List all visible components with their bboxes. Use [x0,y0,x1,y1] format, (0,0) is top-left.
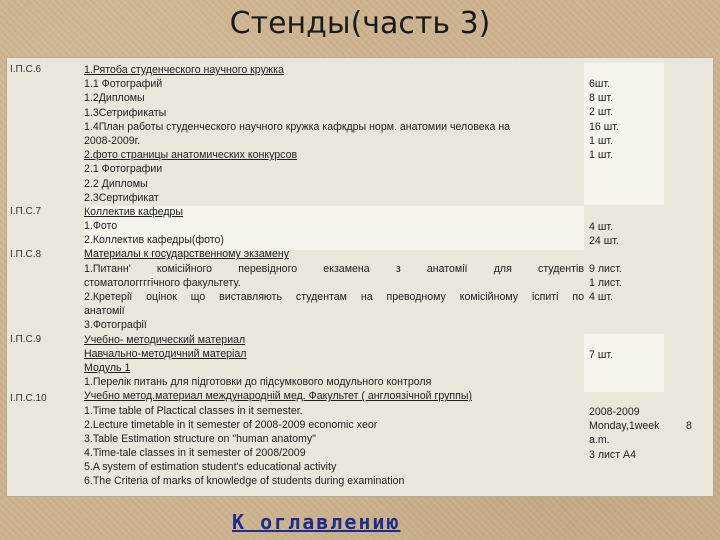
content-line: 1.Питанн' комісійного перевідного екзамена з анатомії для студентів [84,262,584,275]
content-line: 6.The Criteria of marks of knowledge of students during examination [84,475,405,488]
quantity: 1 шт. [589,148,613,161]
section-heading: 1.Рятоба студенческого научного кружка [84,64,284,76]
section-heading: Навчально-методичний матеріал [84,347,247,360]
stand-code: І.П.С.6 [10,64,42,75]
quantity: 16 шт. [589,120,619,133]
section-heading: Коллектив кафедры [84,205,184,218]
content-line: стоматологгггічного факультету. [84,276,241,289]
section-heading: Учебно- методический материал [84,333,246,346]
quantity: 3 лист А4 [589,448,636,461]
quantity: 6шт. [589,78,611,90]
content-line: 1.Фото [84,220,118,233]
content-line: 4.Time-tale classes in it semester of 2008/2009 [84,447,306,460]
content-line: 2.1 Фотографии [84,163,163,176]
quantity: 24 шт. [589,235,619,248]
quantity: 1 шт. [589,134,613,147]
quantity-group-2 [589,220,669,248]
content-line: 2.2 Дипломы [84,177,148,190]
back-to-contents-link[interactable]: К оглавлению [232,510,401,534]
content-line: 3.Фотографії [84,319,147,332]
quantity: 2008-2009 [589,406,640,418]
quantity-group-3 [589,262,669,305]
content-line: 2.Кретерії оцінок що виставляють студентам на преводному комісійному іспиті по [84,291,584,303]
stand-code: І.П.С.7 [10,206,42,217]
stand-code: І.П.С.10 [10,393,47,404]
stand-contents [84,63,584,489]
content-line: 1.2Дипломы [84,92,145,105]
quantity: 1 лист. [589,277,622,290]
extra-number: 8 [686,420,692,432]
quantity: 7 шт. [589,349,613,361]
content-line: 2.Коллектив кафедры(фото) [84,234,224,247]
content-line: 2.3Сертификат [84,191,159,204]
quantity-group-1 [589,77,669,162]
quantity: 9 лист. [589,263,622,275]
row-shade-3 [584,334,664,392]
section-heading: 2.фото страницы анатомических конкурсов [84,149,298,162]
content-line: анатомії [84,305,125,318]
content-line: 1.Time table of Plactical classes in it semester. [84,404,303,417]
content-line: 1.Перелік питань для підготовки до підсумкового модульного контроля [84,376,432,389]
content-line: 2.Lecture timetable in it semester of 2008-2009 economic xeor [84,418,378,431]
stand-code: І.П.С.9 [10,334,42,345]
quantity: 4 шт. [589,291,613,304]
quantity: 4 шт. [589,221,613,233]
content-line: 1.3Сетрификаты [84,106,167,119]
section-heading: Модуль 1 [84,361,131,374]
quantity-group-4 [589,348,669,362]
content-line: 1.1 Фотографий [84,78,163,91]
page-title: Стенды(часть 3) [229,6,491,41]
quantity: 2 шт. [589,106,613,119]
content-line: 3.Table Estimation structure on "human anatomy" [84,432,316,445]
quantity: 8 шт. [589,92,613,105]
quantity: Monday,1week [589,420,660,433]
content-line: 1.4План работы студенческого научного кружка кафкдры норм. анатомии человека на [84,120,511,133]
section-heading: Материалы к государственному экзамену [84,248,289,261]
quantity: a.m. [589,434,610,447]
content-line: 5.A system of estimation student's educational activity [84,461,337,474]
stand-code: І.П.С.8 [10,249,42,260]
quantity-group-5 [589,405,669,462]
content-line: 2008-2009г. [84,134,141,147]
section-heading: Учебно метод.материал международній мед. Факультет ( англоязічной группы) [84,390,473,403]
